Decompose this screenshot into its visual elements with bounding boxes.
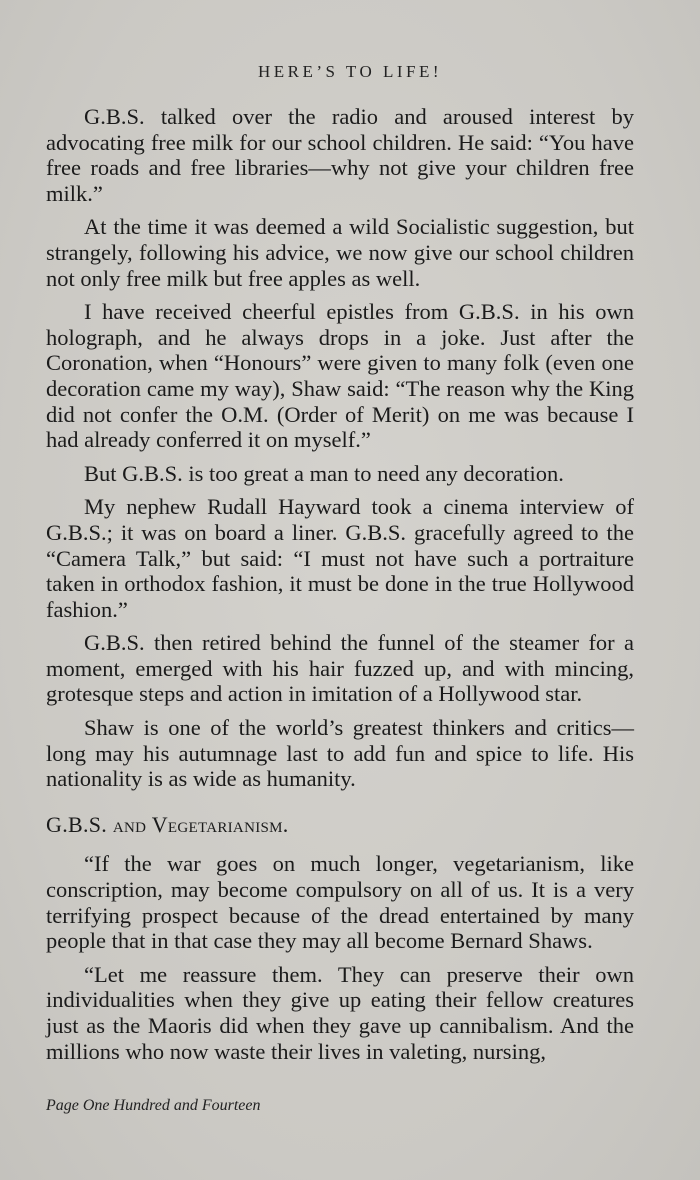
section-heading: G.B.S. and Vegetarianism.: [46, 811, 289, 837]
paragraph: “Let me reassure them. They can preserve their own individualities when they give up eating their fellow creatures just as the Maoris did when they gave up cannibalism. And the millions who now waste their lives in valeting, nursing,: [46, 961, 634, 1064]
paragraph: G.B.S. talked over the radio and aroused interest by advocating free milk for our school children. He said: “You have free roads and free libraries—why not give your children free milk.”: [46, 104, 634, 206]
paragraph: At the time it was deemed a wild Socialistic suggestion, but strangely, following his advice, we now give our school children not only free milk but free apples as well.: [46, 214, 634, 291]
running-head: HERE’S TO LIFE!: [257, 62, 443, 81]
paragraph: I have received cheerful epistles from G.B.S. in his own holograph, and he always drops in a joke. Just after the Coronation, when “Honours” were given to many folk (even one decoration came my way), Shaw said: “The reason why the King did not confer the O.M. (Order of Merit) on me was because I had already conferred it on myself.”: [46, 299, 634, 453]
page-footer: Page One Hundred and Fourteen: [46, 1097, 261, 1114]
paragraph: Shaw is one of the world’s greatest thinkers and critics—long may his autumnage last to add fun and spice to life. His nationality is as wide as humanity.: [46, 715, 634, 792]
body-text: [46, 104, 634, 1072]
paragraph: “If the war goes on much longer, vegetarianism, like conscription, may become compulsory on all of us. It is a very terrifying prospect because of the dread entertained by many people that in that case they may all become Bernard Shaws.: [46, 851, 634, 954]
paragraph: G.B.S. then retired behind the funnel of the steamer for a moment, emerged with his hair fuzzed up, and with mincing, grotesque steps and action in imitation of a Hollywood star.: [46, 630, 634, 707]
paragraph: But G.B.S. is too great a man to need any decoration.: [84, 460, 564, 486]
paragraph: My nephew Rudall Hayward took a cinema interview of G.B.S.; it was on board a liner. G.B.S. gracefully agreed to the “Camera Talk,” but said: “I must not have such a portraiture taken in orthodox fashion, it must be done in the true Hollywood fashion.”: [46, 494, 634, 622]
